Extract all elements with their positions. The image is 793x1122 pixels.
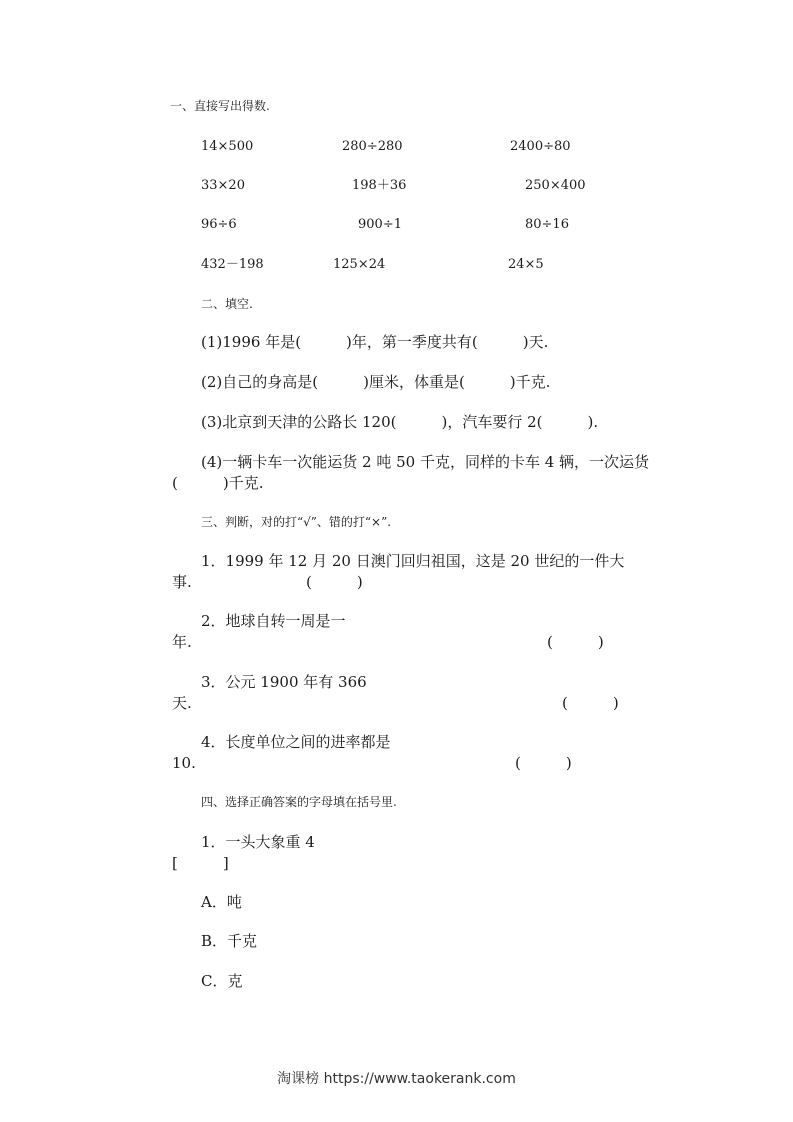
judgment-question-continued: 事. [172, 573, 192, 591]
math-item: 33×20 [201, 178, 245, 193]
fill-blank-question: (4)一辆卡车一次能运货 2 吨 50 千克，同样的卡车 4 辆，一次运货 [201, 453, 650, 471]
fill-blank-question: (3)北京到天津的公路长 120( )，汽车要行 2( ). [201, 413, 599, 431]
math-item: 96÷6 [201, 217, 237, 232]
choice-question: 1．一头大象重 4 [201, 833, 315, 851]
judgment-question-continued: 年. [172, 633, 192, 651]
answer-bracket: ( ) [547, 633, 604, 651]
fill-blank-question: (1)1996 年是( )年，第一季度共有( )天. [201, 333, 549, 351]
choice-option: B．千克 [201, 932, 258, 950]
math-item: 198＋36 [352, 178, 407, 193]
answer-bracket: ( ) [515, 754, 572, 772]
math-item: 14×500 [201, 139, 254, 154]
answer-bracket: ( ) [562, 694, 619, 712]
choice-option: C．克 [201, 972, 243, 990]
footer-watermark: 淘课榜 https://www.taokerank.com [277, 1071, 516, 1087]
fill-blank-question: (2)自己的身高是( )厘米，体重是( )千克. [201, 373, 551, 391]
judgment-question: 2．地球自转一周是一 [201, 612, 346, 630]
fill-blank-question-continued: ( )千克. [172, 474, 264, 492]
section-4-heading: 四、选择正确答案的字母填在括号里. [201, 795, 397, 809]
answer-bracket: ( ) [306, 573, 363, 591]
judgment-question: 1．1999 年 12 月 20 日澳门回归祖国，这是 20 世纪的一件大 [201, 552, 625, 570]
choice-option: A．吨 [201, 893, 242, 911]
section-3-heading: 三、判断，对的打“√”、错的打“×”. [201, 515, 392, 529]
section-1-heading: 一、直接写出得数. [170, 99, 270, 113]
math-item: 24×5 [508, 257, 544, 272]
math-item: 125×24 [333, 257, 386, 272]
judgment-question-continued: 天. [172, 694, 192, 712]
math-item: 432－198 [201, 257, 264, 272]
math-item: 900÷1 [358, 217, 402, 232]
math-item: 2400÷80 [510, 139, 571, 154]
judgment-question: 4．长度单位之间的进率都是 [201, 733, 391, 751]
math-item: 80÷16 [525, 217, 569, 232]
judgment-question: 3．公元 1900 年有 366 [201, 673, 367, 691]
math-item: 250×400 [525, 178, 586, 193]
section-2-heading: 二、填空. [201, 297, 253, 311]
math-item: 280÷280 [342, 139, 403, 154]
answer-bracket: [ ] [172, 854, 229, 872]
judgment-question-continued: 10. [172, 754, 196, 772]
